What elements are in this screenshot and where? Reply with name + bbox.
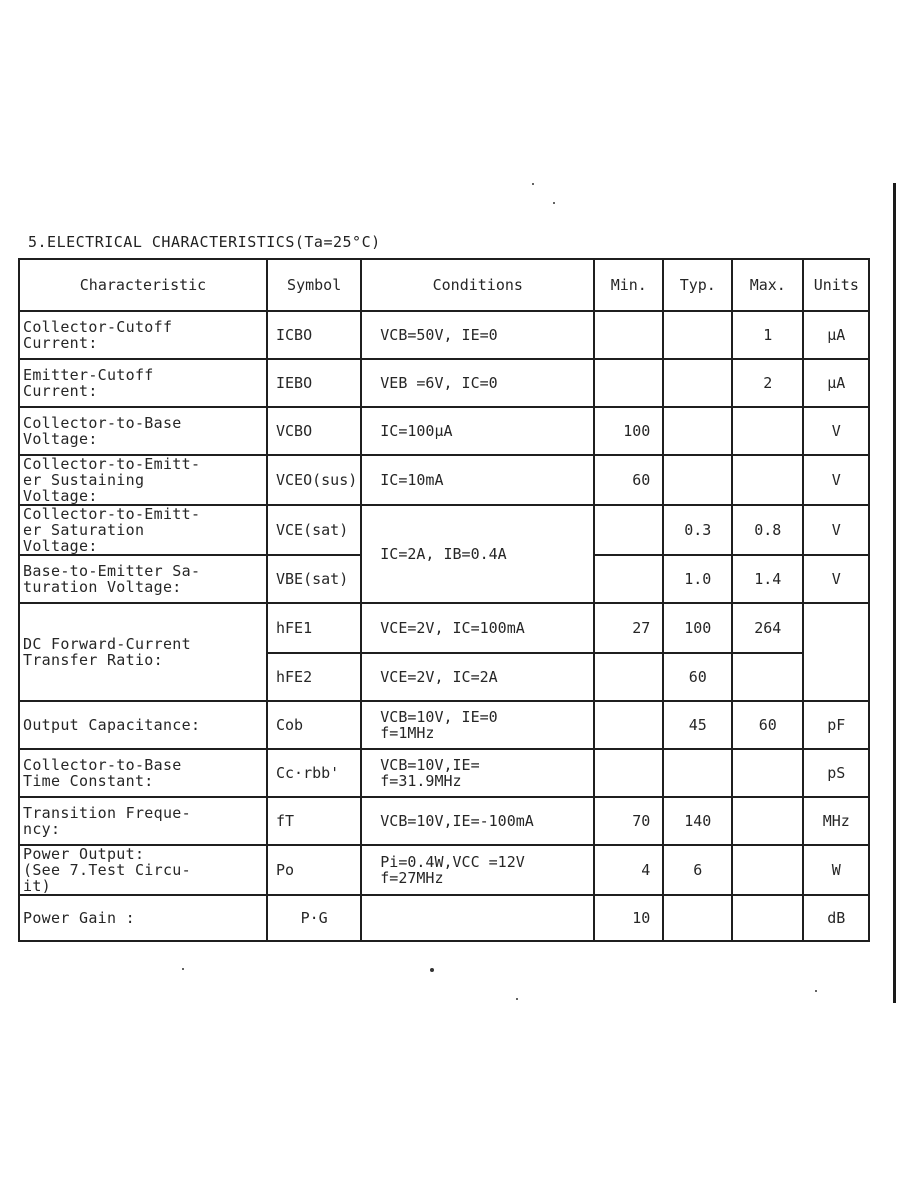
header-characteristic: Characteristic xyxy=(19,259,267,311)
header-max: Max. xyxy=(732,259,803,311)
conditions-cell: VCB=10V, IE=0 f=1MHz xyxy=(361,701,594,749)
table-row xyxy=(19,749,869,797)
units-cell: dB xyxy=(803,895,869,941)
typ-cell xyxy=(663,895,732,941)
conditions-cell: VCE=2V, IC=2A xyxy=(361,653,594,701)
max-cell xyxy=(732,895,803,941)
characteristic-cell: Collector-Cutoff Current: xyxy=(19,311,267,359)
typ-cell xyxy=(663,455,732,505)
min-cell xyxy=(594,701,663,749)
typ-cell: 45 xyxy=(663,701,732,749)
typ-cell xyxy=(663,749,732,797)
units-cell: W xyxy=(803,845,869,895)
characteristic-cell: Collector-to-Base Voltage: xyxy=(19,407,267,455)
min-cell: 70 xyxy=(594,797,663,845)
units-cell: V xyxy=(803,505,869,555)
min-cell: 100 xyxy=(594,407,663,455)
typ-cell: 1.0 xyxy=(663,555,732,603)
table-row xyxy=(19,845,869,895)
max-cell: 60 xyxy=(732,701,803,749)
symbol-cell: fT xyxy=(267,797,361,845)
typ-cell: 60 xyxy=(663,653,732,701)
table-row xyxy=(19,603,869,653)
max-cell: 264 xyxy=(732,603,803,653)
units-cell xyxy=(803,603,869,701)
characteristic-cell: Output Capacitance: xyxy=(19,701,267,749)
max-cell xyxy=(732,845,803,895)
header-typ: Typ. xyxy=(663,259,732,311)
characteristic-cell: Collector-to-Emitt- er Sustaining Voltage: xyxy=(19,455,267,505)
symbol-cell: IEBO xyxy=(267,359,361,407)
scan-speck xyxy=(182,968,184,970)
symbol-cell: hFE2 xyxy=(267,653,361,701)
conditions-cell: VCB=10V,IE=-100mA xyxy=(361,797,594,845)
characteristic-cell: Emitter-Cutoff Current: xyxy=(19,359,267,407)
min-cell: 4 xyxy=(594,845,663,895)
table-row xyxy=(19,455,869,505)
symbol-cell: VCE(sat) xyxy=(267,505,361,555)
max-cell: 0.8 xyxy=(732,505,803,555)
characteristic-cell: Transition Freque- ncy: xyxy=(19,797,267,845)
max-cell xyxy=(732,749,803,797)
scan-speck xyxy=(516,998,518,1000)
symbol-cell: Cob xyxy=(267,701,361,749)
max-cell: 1 xyxy=(732,311,803,359)
characteristic-cell: Collector-to-Base Time Constant: xyxy=(19,749,267,797)
min-cell: 10 xyxy=(594,895,663,941)
header-min: Min. xyxy=(594,259,663,311)
units-cell: V xyxy=(803,455,869,505)
typ-cell xyxy=(663,407,732,455)
symbol-cell: VCBO xyxy=(267,407,361,455)
table-row xyxy=(19,505,869,555)
symbol-cell: ICBO xyxy=(267,311,361,359)
typ-cell: 6 xyxy=(663,845,732,895)
min-cell xyxy=(594,359,663,407)
characteristic-cell: Base-to-Emitter Sa- turation Voltage: xyxy=(19,555,267,603)
table-row xyxy=(19,701,869,749)
table-row xyxy=(19,895,869,941)
scan-speck xyxy=(553,202,555,204)
characteristic-cell: DC Forward-Current Transfer Ratio: xyxy=(19,603,267,701)
table-row xyxy=(19,359,869,407)
typ-cell: 100 xyxy=(663,603,732,653)
max-cell xyxy=(732,653,803,701)
header-conditions: Conditions xyxy=(361,259,594,311)
units-cell: MHz xyxy=(803,797,869,845)
units-cell: pS xyxy=(803,749,869,797)
min-cell xyxy=(594,505,663,555)
min-cell xyxy=(594,555,663,603)
conditions-cell: VCE=2V, IC=100mA xyxy=(361,603,594,653)
characteristic-cell: Power Output: (See 7.Test Circu- it) xyxy=(19,845,267,895)
header-symbol: Symbol xyxy=(267,259,361,311)
max-cell xyxy=(732,407,803,455)
max-cell xyxy=(732,455,803,505)
symbol-cell: hFE1 xyxy=(267,603,361,653)
table-row xyxy=(19,797,869,845)
typ-cell: 140 xyxy=(663,797,732,845)
max-cell: 2 xyxy=(732,359,803,407)
scan-speck xyxy=(430,968,434,972)
units-cell: V xyxy=(803,407,869,455)
typ-cell xyxy=(663,359,732,407)
min-cell xyxy=(594,653,663,701)
conditions-cell: IC=2A, IB=0.4A xyxy=(361,505,594,603)
min-cell xyxy=(594,749,663,797)
electrical-characteristics-table xyxy=(18,258,870,942)
min-cell: 27 xyxy=(594,603,663,653)
characteristic-cell: Collector-to-Emitt- er Saturation Voltage: xyxy=(19,505,267,555)
units-cell: μA xyxy=(803,359,869,407)
symbol-cell: P·G xyxy=(267,895,361,941)
min-cell xyxy=(594,311,663,359)
units-cell: μA xyxy=(803,311,869,359)
units-cell: V xyxy=(803,555,869,603)
table-row xyxy=(19,311,869,359)
conditions-cell: IC=10mA xyxy=(361,455,594,505)
conditions-cell xyxy=(361,895,594,941)
conditions-cell: VEB =6V, IC=0 xyxy=(361,359,594,407)
min-cell: 60 xyxy=(594,455,663,505)
symbol-cell: Po xyxy=(267,845,361,895)
max-cell: 1.4 xyxy=(732,555,803,603)
section-title: 5.ELECTRICAL CHARACTERISTICS(Ta=25°C) xyxy=(28,233,381,251)
units-cell: pF xyxy=(803,701,869,749)
conditions-cell: IC=100μA xyxy=(361,407,594,455)
symbol-cell: VCEO(sus) xyxy=(267,455,361,505)
header-row xyxy=(19,259,869,311)
scan-speck xyxy=(815,990,817,992)
symbol-cell: VBE(sat) xyxy=(267,555,361,603)
table-row xyxy=(19,407,869,455)
conditions-cell: VCB=10V,IE= f=31.9MHz xyxy=(361,749,594,797)
symbol-cell: Cc·rbb' xyxy=(267,749,361,797)
max-cell xyxy=(732,797,803,845)
typ-cell: 0.3 xyxy=(663,505,732,555)
conditions-cell: Pi=0.4W,VCC =12V f=27MHz xyxy=(361,845,594,895)
scan-speck xyxy=(532,183,534,185)
characteristic-cell: Power Gain : xyxy=(19,895,267,941)
typ-cell xyxy=(663,311,732,359)
header-units: Units xyxy=(803,259,869,311)
conditions-cell: VCB=50V, IE=0 xyxy=(361,311,594,359)
margin-rule xyxy=(893,183,896,1003)
